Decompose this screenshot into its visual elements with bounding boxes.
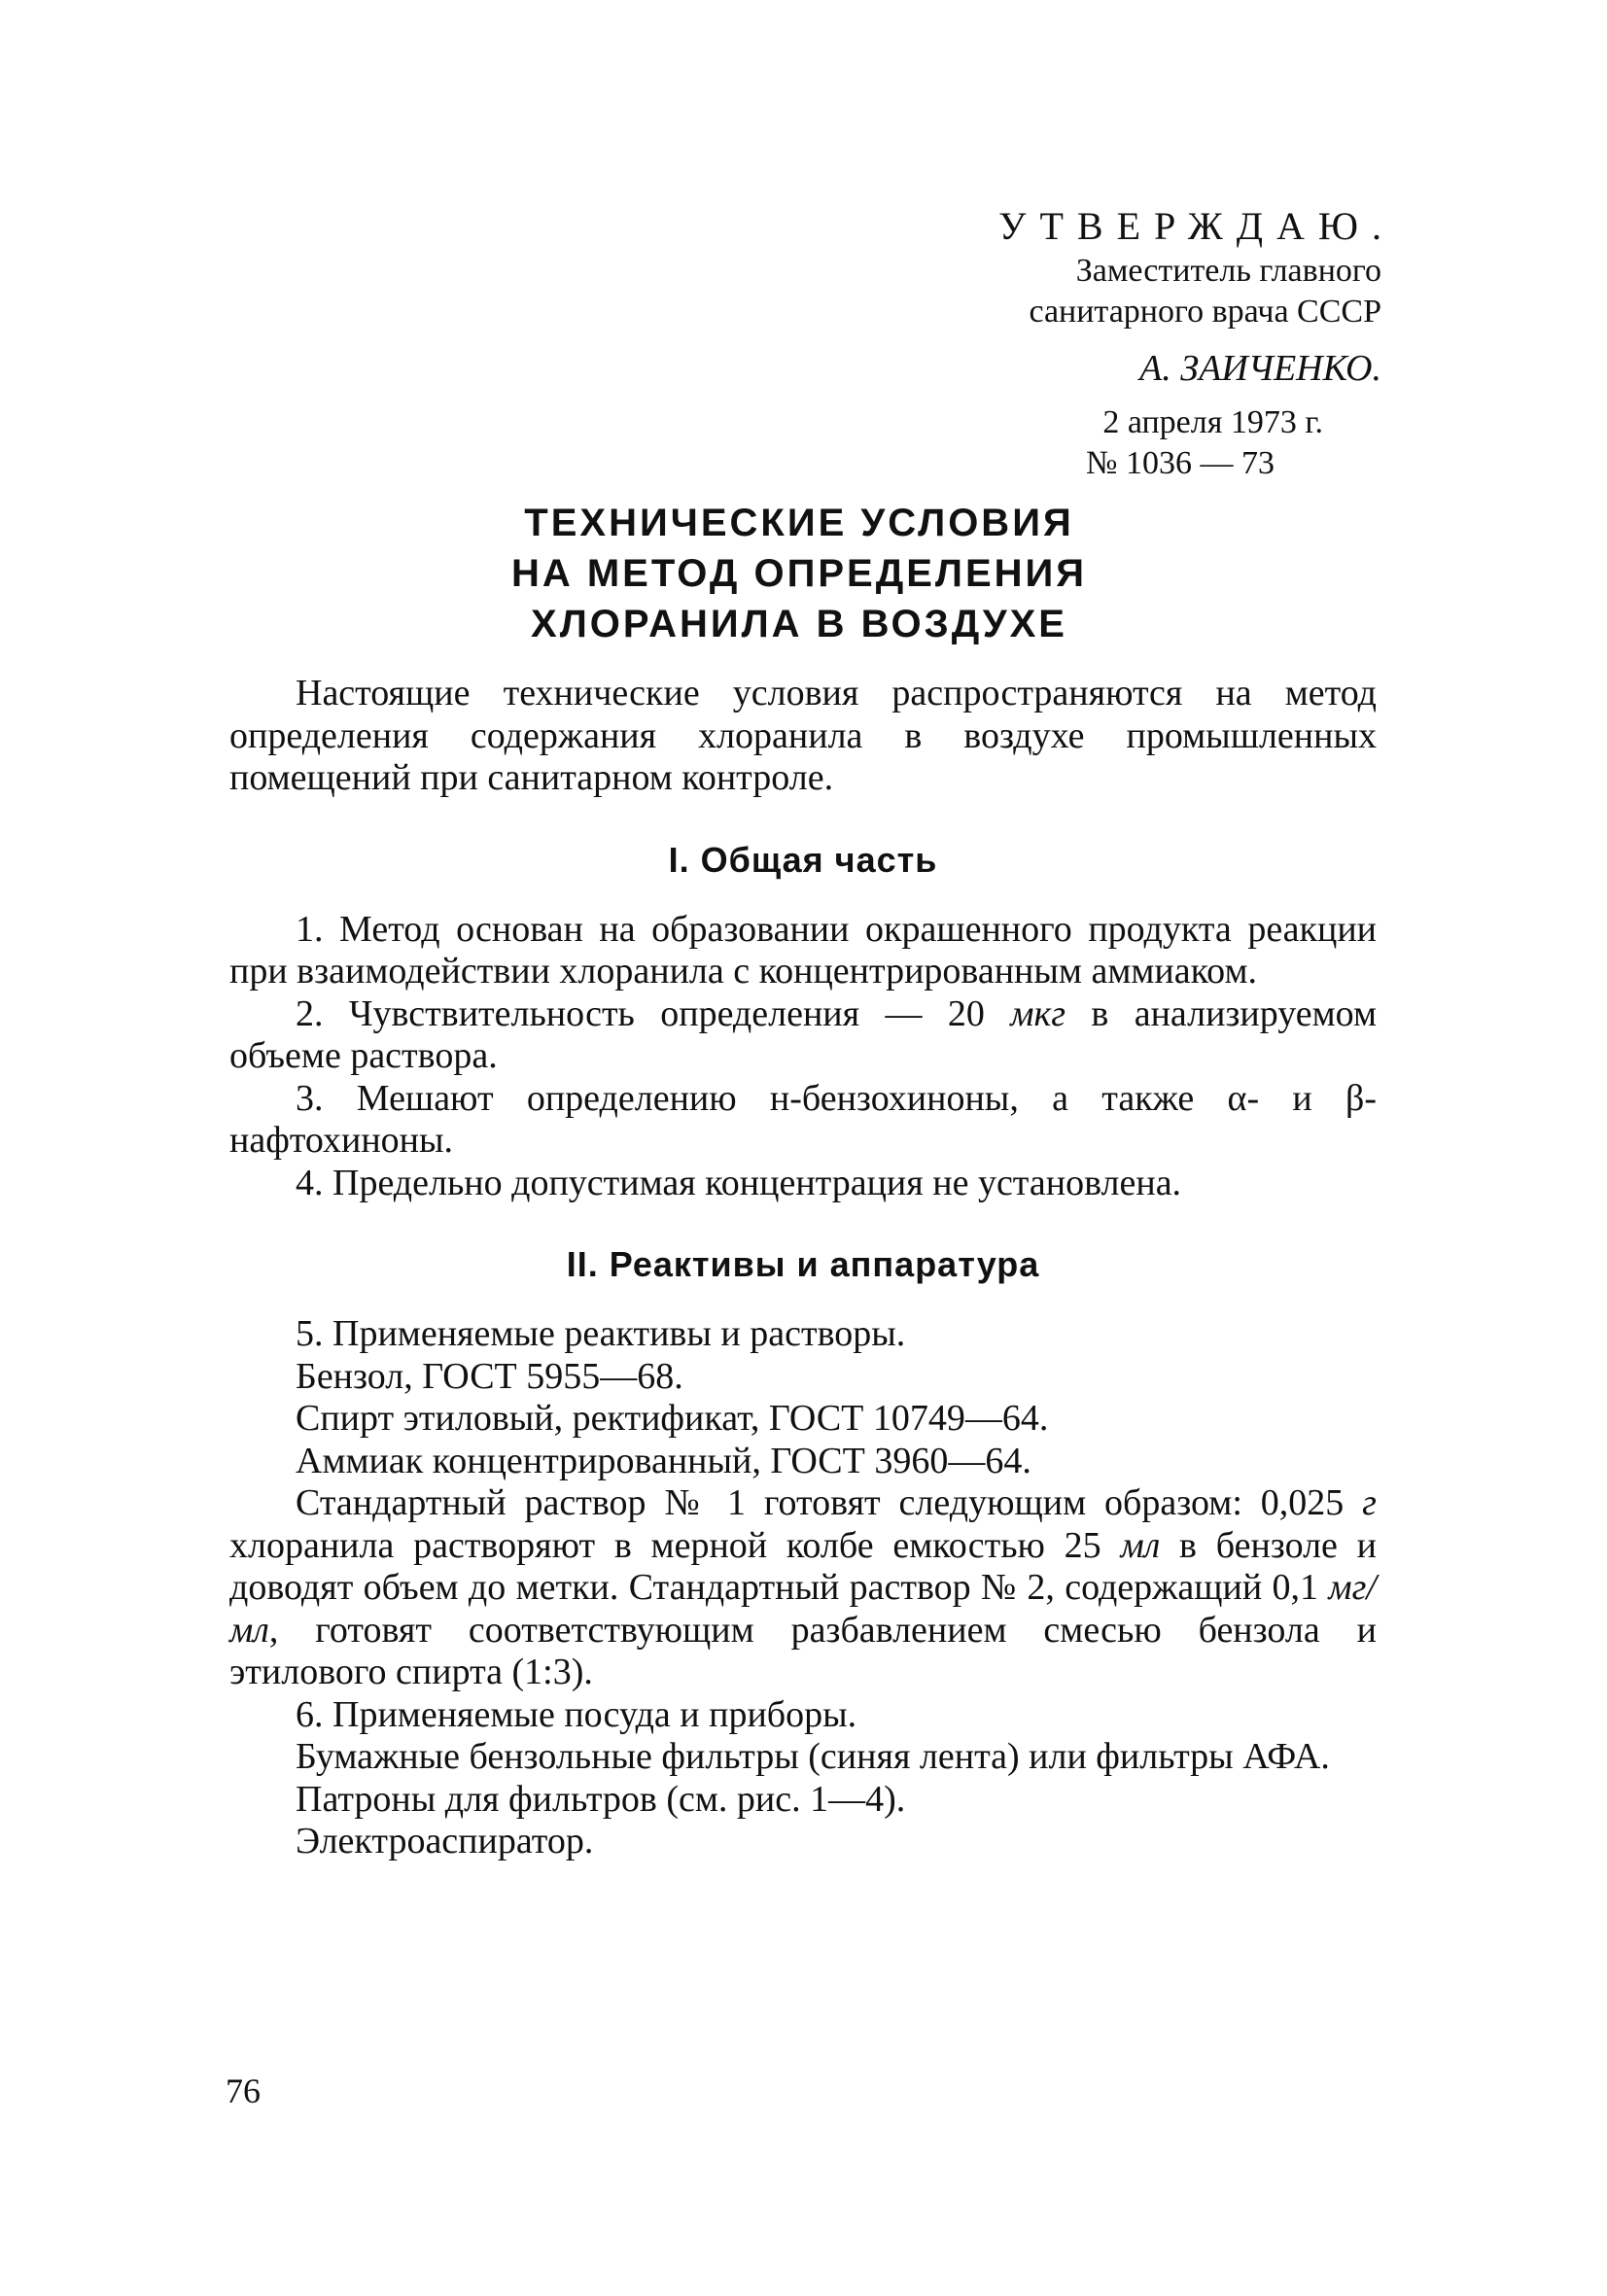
approval-heading: УТВЕРЖДАЮ.	[998, 204, 1395, 248]
reagent-ammonia: Аммиак концентрированный, ГОСТ 3960—64.	[296, 1440, 1031, 1481]
approval-date: 2 апреля 1973 г.	[1102, 404, 1323, 440]
approval-block	[876, 204, 1395, 484]
approval-number: № 1036 — 73	[1086, 445, 1275, 481]
section2-item6: 6. Применяемые посуда и приборы.	[296, 1693, 857, 1735]
std-text-a: Стандартный раствор № 1 готовят следующим образом: 0,025	[296, 1482, 1363, 1523]
section2-title: II. Реактивы и аппаратура	[566, 1244, 1040, 1284]
std-unit-g: г	[1362, 1482, 1377, 1523]
approval-position-line1: Заместитель главного	[1075, 253, 1381, 289]
document-title	[226, 498, 1373, 649]
standard-solution-paragraph	[229, 1482, 1377, 1694]
reagent-benzene: Бензол, ГОСТ 5955—68.	[296, 1355, 683, 1397]
section1-title: I. Общая часть	[668, 839, 938, 880]
title-line2: НА МЕТОД ОПРЕДЕЛЕНИЯ	[510, 552, 1088, 595]
equipment-aspirator: Электроаспиратор.	[296, 1821, 594, 1861]
section2-item5: 5. Применяемые реактивы и растворы.	[296, 1313, 906, 1354]
section1-item4: 4. Предельно допустимая концентрация не установлена.	[296, 1162, 1182, 1203]
document-body	[229, 673, 1377, 1863]
title-line3: ХЛОРАНИЛА В ВОЗДУХЕ	[531, 603, 1067, 645]
page-number: 76	[226, 2071, 261, 2110]
item2-unit: мкг	[1010, 992, 1066, 1034]
item2-text-b: в анализируемом объеме раствора.	[229, 992, 1377, 1076]
equipment-filters: Бумажные бензольные фильтры (синяя лента) или фильтры АФА.	[296, 1736, 1330, 1777]
approval-position-line2: санитарного врача СССР	[1029, 294, 1381, 330]
equipment-cartridges: Патроны для фильтров (см. рис. 1—4).	[296, 1778, 906, 1820]
std-unit-ml: мл	[1120, 1524, 1161, 1566]
std-text-b: хлоранила растворяют в мерной колбе емкостью 25	[229, 1524, 1121, 1566]
intro-paragraph: Настоящие технические условия распространяются на метод определения содержания хлоранила в воздухе промышленных помещений при санитарном контроле.	[229, 673, 1377, 798]
section1-item2	[229, 993, 1377, 1078]
approval-signatory: А. ЗАИЧЕНКО.	[1139, 348, 1381, 389]
section1-item3: 3. Мешают определению н-бензохиноны, а также α- и β-нафтохиноны.	[229, 1077, 1377, 1161]
std-text-d: , готовят соответствующим разбавлением смесью бензола и этилового спирта (1:3).	[229, 1609, 1377, 1692]
item2-text-a: 2. Чувствительность определения — 20	[296, 992, 1011, 1034]
title-line1: ТЕХНИЧЕСКИЕ УСЛОВИЯ	[524, 502, 1074, 544]
section1-item1: 1. Метод основан на образовании окрашенного продукта реакции при взаимодействии хлоранила с концентрированным аммиаком.	[229, 908, 1377, 991]
reagent-ethanol: Спирт этиловый, ректификат, ГОСТ 10749—64.	[296, 1398, 1049, 1439]
std-unit-mgml: мг/мл	[229, 1567, 1377, 1651]
std-text-c: в бензоле и доводят объем до метки. Стандартный раствор № 2, содержащий 0,1	[229, 1524, 1377, 1608]
